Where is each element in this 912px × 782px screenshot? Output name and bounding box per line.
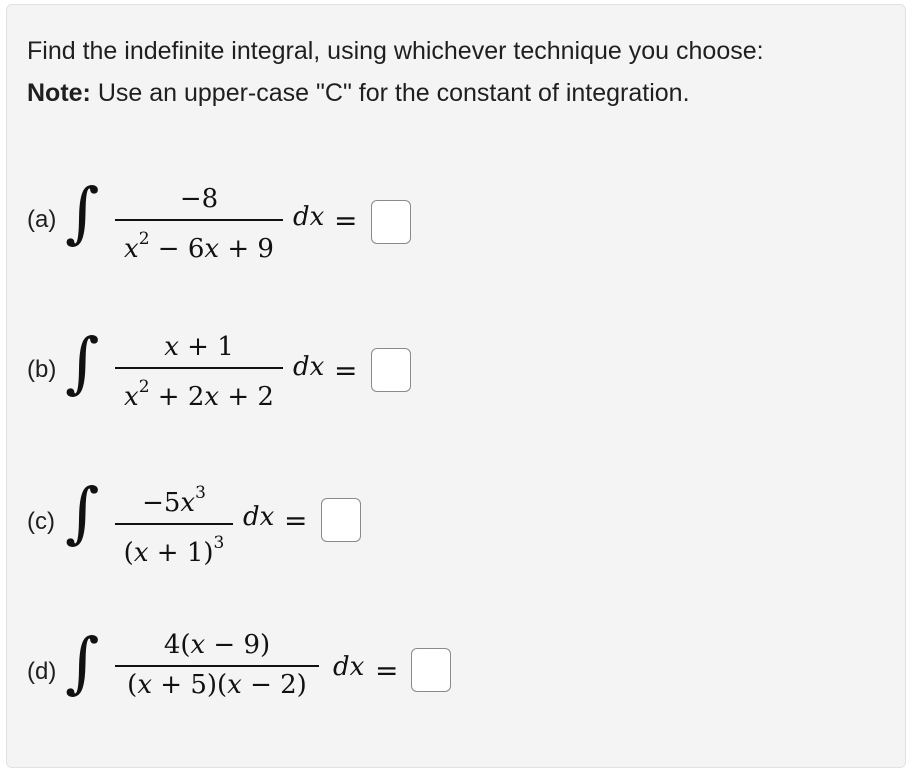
answer-input[interactable] bbox=[371, 348, 411, 392]
numerator: −8 bbox=[179, 184, 219, 214]
fraction bbox=[115, 332, 283, 412]
problem-d bbox=[27, 622, 467, 712]
fraction bbox=[115, 630, 319, 700]
note-line bbox=[27, 72, 764, 114]
denominator: $x^2 - 6x + 9$ bbox=[124, 228, 274, 264]
differential: dx bbox=[293, 202, 325, 232]
equals-sign: = bbox=[375, 654, 399, 687]
differential: dx bbox=[333, 652, 365, 682]
answer-input[interactable] bbox=[411, 648, 451, 692]
integral-sign: ∫ bbox=[65, 174, 100, 251]
instruction-text: Find the indefinite integral, using whichever technique you choose: bbox=[27, 37, 764, 65]
equals-sign: = bbox=[334, 204, 358, 237]
numerator: 4(x − 9) bbox=[163, 630, 271, 660]
answer-input[interactable] bbox=[321, 498, 361, 542]
fraction-bar bbox=[115, 219, 283, 221]
denominator: $(x + 1)^3$ bbox=[123, 532, 225, 568]
equals-sign: = bbox=[334, 354, 358, 387]
fraction-bar bbox=[115, 523, 233, 525]
numerator: x + 1 bbox=[164, 332, 234, 362]
answer-input[interactable] bbox=[371, 200, 411, 244]
fraction bbox=[115, 184, 283, 264]
problem-label: (a) bbox=[27, 206, 57, 233]
differential: dx bbox=[293, 352, 325, 382]
problem-a bbox=[27, 172, 427, 262]
integral-sign: ∫ bbox=[65, 474, 100, 551]
problem-label: (c) bbox=[27, 508, 55, 535]
numerator: $-5x^3$ bbox=[142, 483, 206, 518]
problem-label: (d) bbox=[27, 658, 57, 685]
note-text: Use an upper-case "C" for the constant of integration. bbox=[90, 79, 690, 107]
integral-sign: ∫ bbox=[65, 624, 100, 701]
denominator: $x^2 + 2x + 2$ bbox=[124, 376, 274, 412]
fraction-bar bbox=[115, 367, 283, 369]
integral-sign: ∫ bbox=[65, 324, 100, 401]
problem-b bbox=[27, 322, 427, 412]
problem-c bbox=[27, 472, 387, 568]
instructions bbox=[27, 30, 764, 114]
fraction bbox=[115, 478, 233, 568]
fraction-bar bbox=[115, 665, 319, 667]
note-label: Note: bbox=[27, 79, 91, 107]
problem-label: (b) bbox=[27, 356, 57, 383]
differential: dx bbox=[243, 502, 275, 532]
denominator: (x + 5)(x − 2) bbox=[127, 669, 307, 700]
equals-sign: = bbox=[284, 504, 308, 537]
